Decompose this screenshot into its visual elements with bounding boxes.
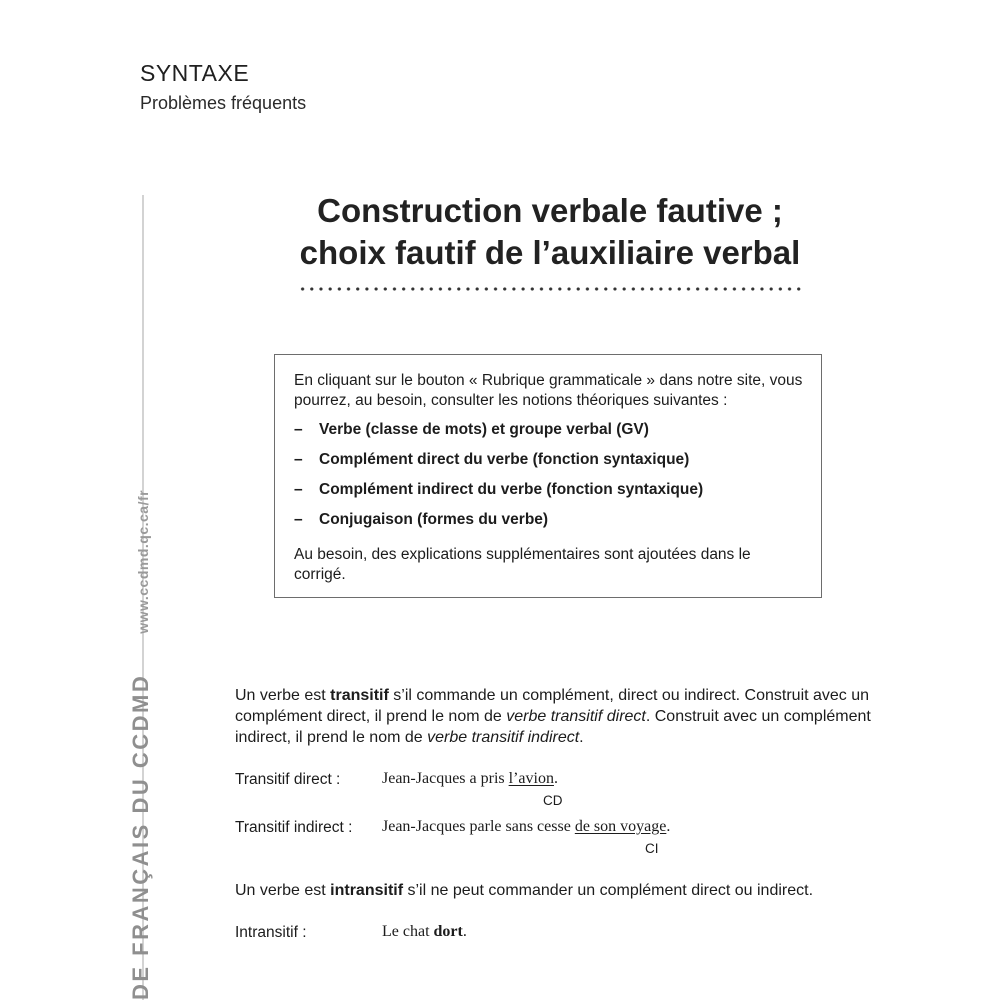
dash-bullet: – — [294, 511, 303, 528]
complement-cd: l’avion — [508, 770, 554, 787]
term-transitif-direct: verbe transitif direct — [506, 708, 646, 725]
page-title — [250, 190, 850, 274]
example-sentence-indirect — [382, 818, 670, 836]
notion-label: Verbe (classe de mots) et groupe verbal (GV) — [319, 421, 649, 438]
example-sentence-direct — [382, 770, 558, 788]
text-run: Un verbe est — [235, 882, 331, 899]
sentence-text: . — [462, 923, 467, 940]
title-dotted-underline — [298, 287, 804, 291]
notion-label: Complément indirect du verbe (fonction syntaxique) — [319, 481, 704, 498]
section-title: SYNTAXE — [140, 60, 250, 86]
sentence-text: . — [666, 818, 671, 835]
text-run: s’il commande un complément, direct ou indirect. Construit avec un complément direct, il prend le nom de — [235, 687, 870, 725]
dash-bullet: – — [294, 421, 303, 438]
complement-ci: de son voyage — [574, 818, 667, 835]
info-intro: En cliquant sur le bouton « Rubrique grammaticale » dans notre site, vous pourrez, au besoin, consulter les notions théoriques suivantes : — [294, 372, 803, 409]
text-run: . — [579, 729, 584, 746]
example-label-indirect: Transitif indirect : — [235, 819, 353, 836]
dash-bullet: – — [294, 481, 303, 498]
page-title-line-1: Construction verbale fautive ; — [317, 192, 783, 229]
text-run: . Construit avec un complément indirect, il prend le nom de — [235, 708, 871, 746]
example-sentence-intransitive — [382, 923, 467, 941]
text-run: s’il ne peut commander un complément direct ou indirect. — [403, 882, 814, 899]
intransitive-paragraph — [235, 880, 915, 901]
verb-dort: dort — [433, 923, 463, 940]
info-outro: Au besoin, des explications supplémentaires sont ajoutées dans le corrigé. — [294, 546, 751, 583]
notion-item — [294, 480, 803, 510]
sentence-text: Le chat — [382, 923, 434, 940]
term-transitif-indirect: verbe transitif indirect — [427, 729, 580, 746]
text-run: Un verbe est — [235, 687, 331, 704]
tag-cd: CD — [543, 793, 563, 808]
example-label-direct: Transitif direct : — [235, 771, 341, 788]
notion-item — [294, 420, 803, 450]
term-intransitif: intransitif — [330, 882, 404, 899]
section-subtitle: Problèmes fréquents — [140, 93, 307, 113]
example-label-intransitive: Intransitif : — [235, 924, 307, 941]
notion-label: Complément direct du verbe (fonction syntaxique) — [319, 451, 690, 468]
sentence-text: . — [553, 770, 558, 787]
term-transitif: transitif — [330, 687, 389, 704]
notion-item — [294, 510, 803, 540]
page-title-line-2: choix fautif de l’auxiliaire verbal — [299, 234, 801, 271]
dash-bullet: – — [294, 451, 303, 468]
sentence-text: Jean-Jacques a pris — [382, 770, 509, 787]
side-publisher-text: DE FRANÇAIS DU CCDMD — [128, 673, 153, 1000]
info-box — [274, 354, 822, 598]
transitive-paragraph — [235, 685, 915, 748]
tag-ci: CI — [645, 841, 659, 856]
side-margin-text — [128, 490, 154, 1000]
notion-label: Conjugaison (formes du verbe) — [319, 511, 549, 528]
notion-item — [294, 450, 803, 480]
side-url: www.ccdmd.qc.ca/fr — [135, 489, 151, 634]
sentence-text: Jean-Jacques parle sans cesse — [382, 818, 575, 835]
notions-list — [294, 420, 803, 540]
